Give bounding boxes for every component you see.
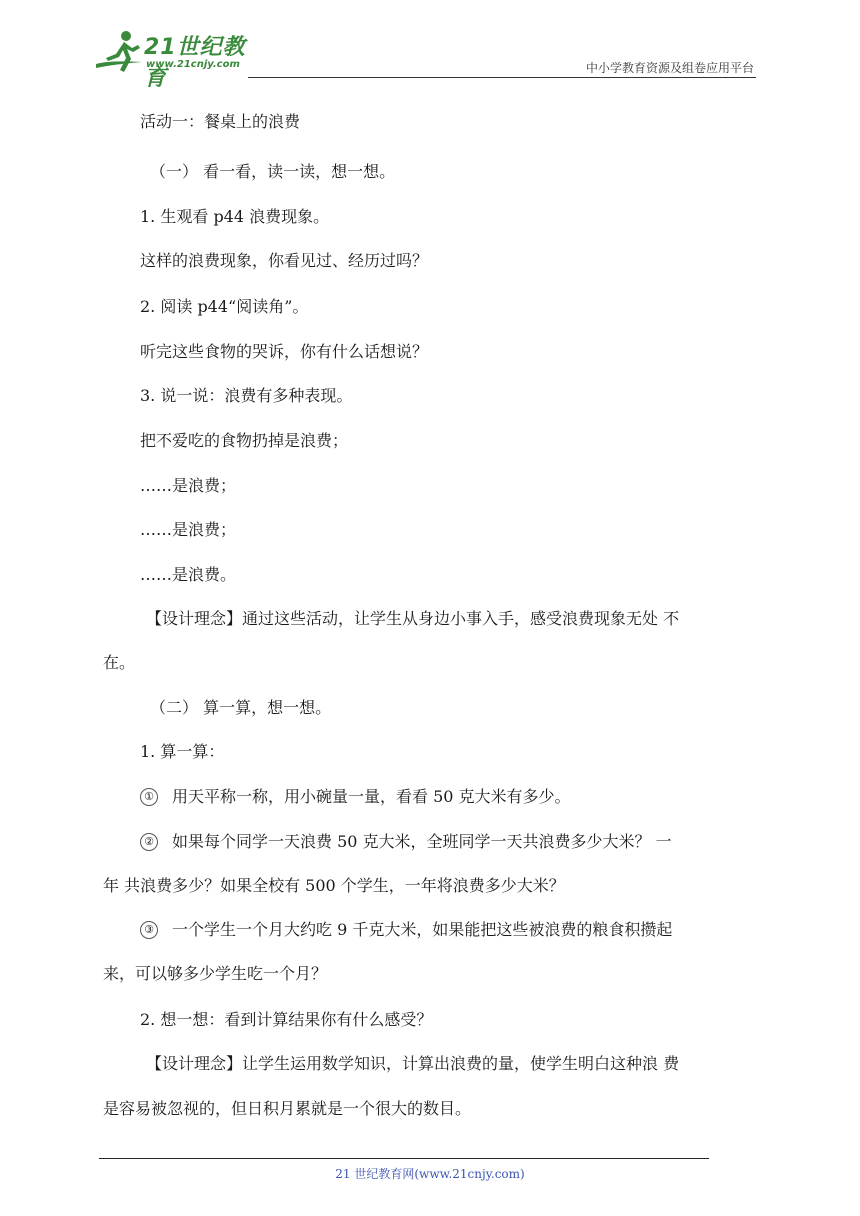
runner-icon: [96, 30, 144, 76]
paragraph: ……是浪费。: [140, 565, 237, 584]
design-note-continued: 是容易被忽视的，但日积月累就是一个很大的数目。: [103, 1099, 472, 1118]
platform-name: 中小学教育资源及组卷应用平台: [585, 61, 754, 75]
paragraph: ……是浪费；: [140, 520, 237, 539]
section-heading-2: （二） 算一算，想一想。: [150, 698, 332, 717]
list-item: [140, 830, 672, 854]
number-circle-2: ②: [140, 833, 158, 851]
list-item-text: 如果每个同学一天浪费 50 克大米，全班同学一天共浪费多少大米？ 一: [172, 832, 672, 851]
paragraph: 把不爱吃的食物扔掉是浪费；: [140, 431, 349, 450]
list-item-continued: 年 共浪费多少？如果全校有 500 个学生，一年将浪费多少大米？: [103, 876, 565, 895]
site-logo[interactable]: [96, 30, 266, 91]
list-item-text: 一个学生一个月大约吃 9 千克大米，如果能把这些被浪费的粮食积攒起: [172, 920, 673, 939]
number-circle-3: ③: [140, 921, 158, 939]
design-note: 【设计理念】通过这些活动，让学生从身边小事入手，感受浪费现象无处 不: [146, 609, 680, 628]
footer-link[interactable]: 21 世纪教育网(www.21cnjy.com): [335, 1167, 525, 1181]
paragraph: 1. 生观看 p44 浪费现象。: [140, 207, 330, 226]
section-heading-1: （一） 看一看，读一读，想一想。: [150, 162, 396, 181]
list-item: [140, 918, 672, 942]
paragraph: 这样的浪费现象，你看见过、经历过吗？: [140, 251, 429, 270]
activity-title: 活动一：餐桌上的浪费: [140, 112, 301, 131]
paragraph: 听完这些食物的哭诉，你有什么话想说？: [140, 342, 429, 361]
list-item-text: 用天平称一称，用小碗量一量，看看 50 克大米有多少。: [172, 787, 571, 806]
paragraph: 3. 说一说：浪费有多种表现。: [140, 386, 353, 405]
paragraph: ……是浪费；: [140, 476, 237, 495]
paragraph: 2. 阅读 p44“阅读角”。: [140, 297, 309, 316]
logo-url: www.21cnjy.com: [146, 59, 240, 70]
paragraph: 1. 算一算：: [140, 742, 225, 761]
number-circle-1: ①: [140, 788, 158, 806]
list-item: [140, 785, 571, 809]
list-item-continued: 来，可以够多少学生吃一个月？: [103, 964, 328, 983]
header-divider: [248, 77, 756, 78]
design-note: 【设计理念】让学生运用数学知识，计算出浪费的量，使学生明白这种浪 费: [146, 1054, 680, 1073]
design-note-continued: 在。: [103, 653, 136, 672]
footer-divider: [99, 1158, 709, 1159]
logo-text: 21世纪教育: [144, 35, 246, 91]
paragraph: 2. 想一想：看到计算结果你有什么感受？: [140, 1010, 433, 1029]
page-header: [0, 0, 860, 91]
